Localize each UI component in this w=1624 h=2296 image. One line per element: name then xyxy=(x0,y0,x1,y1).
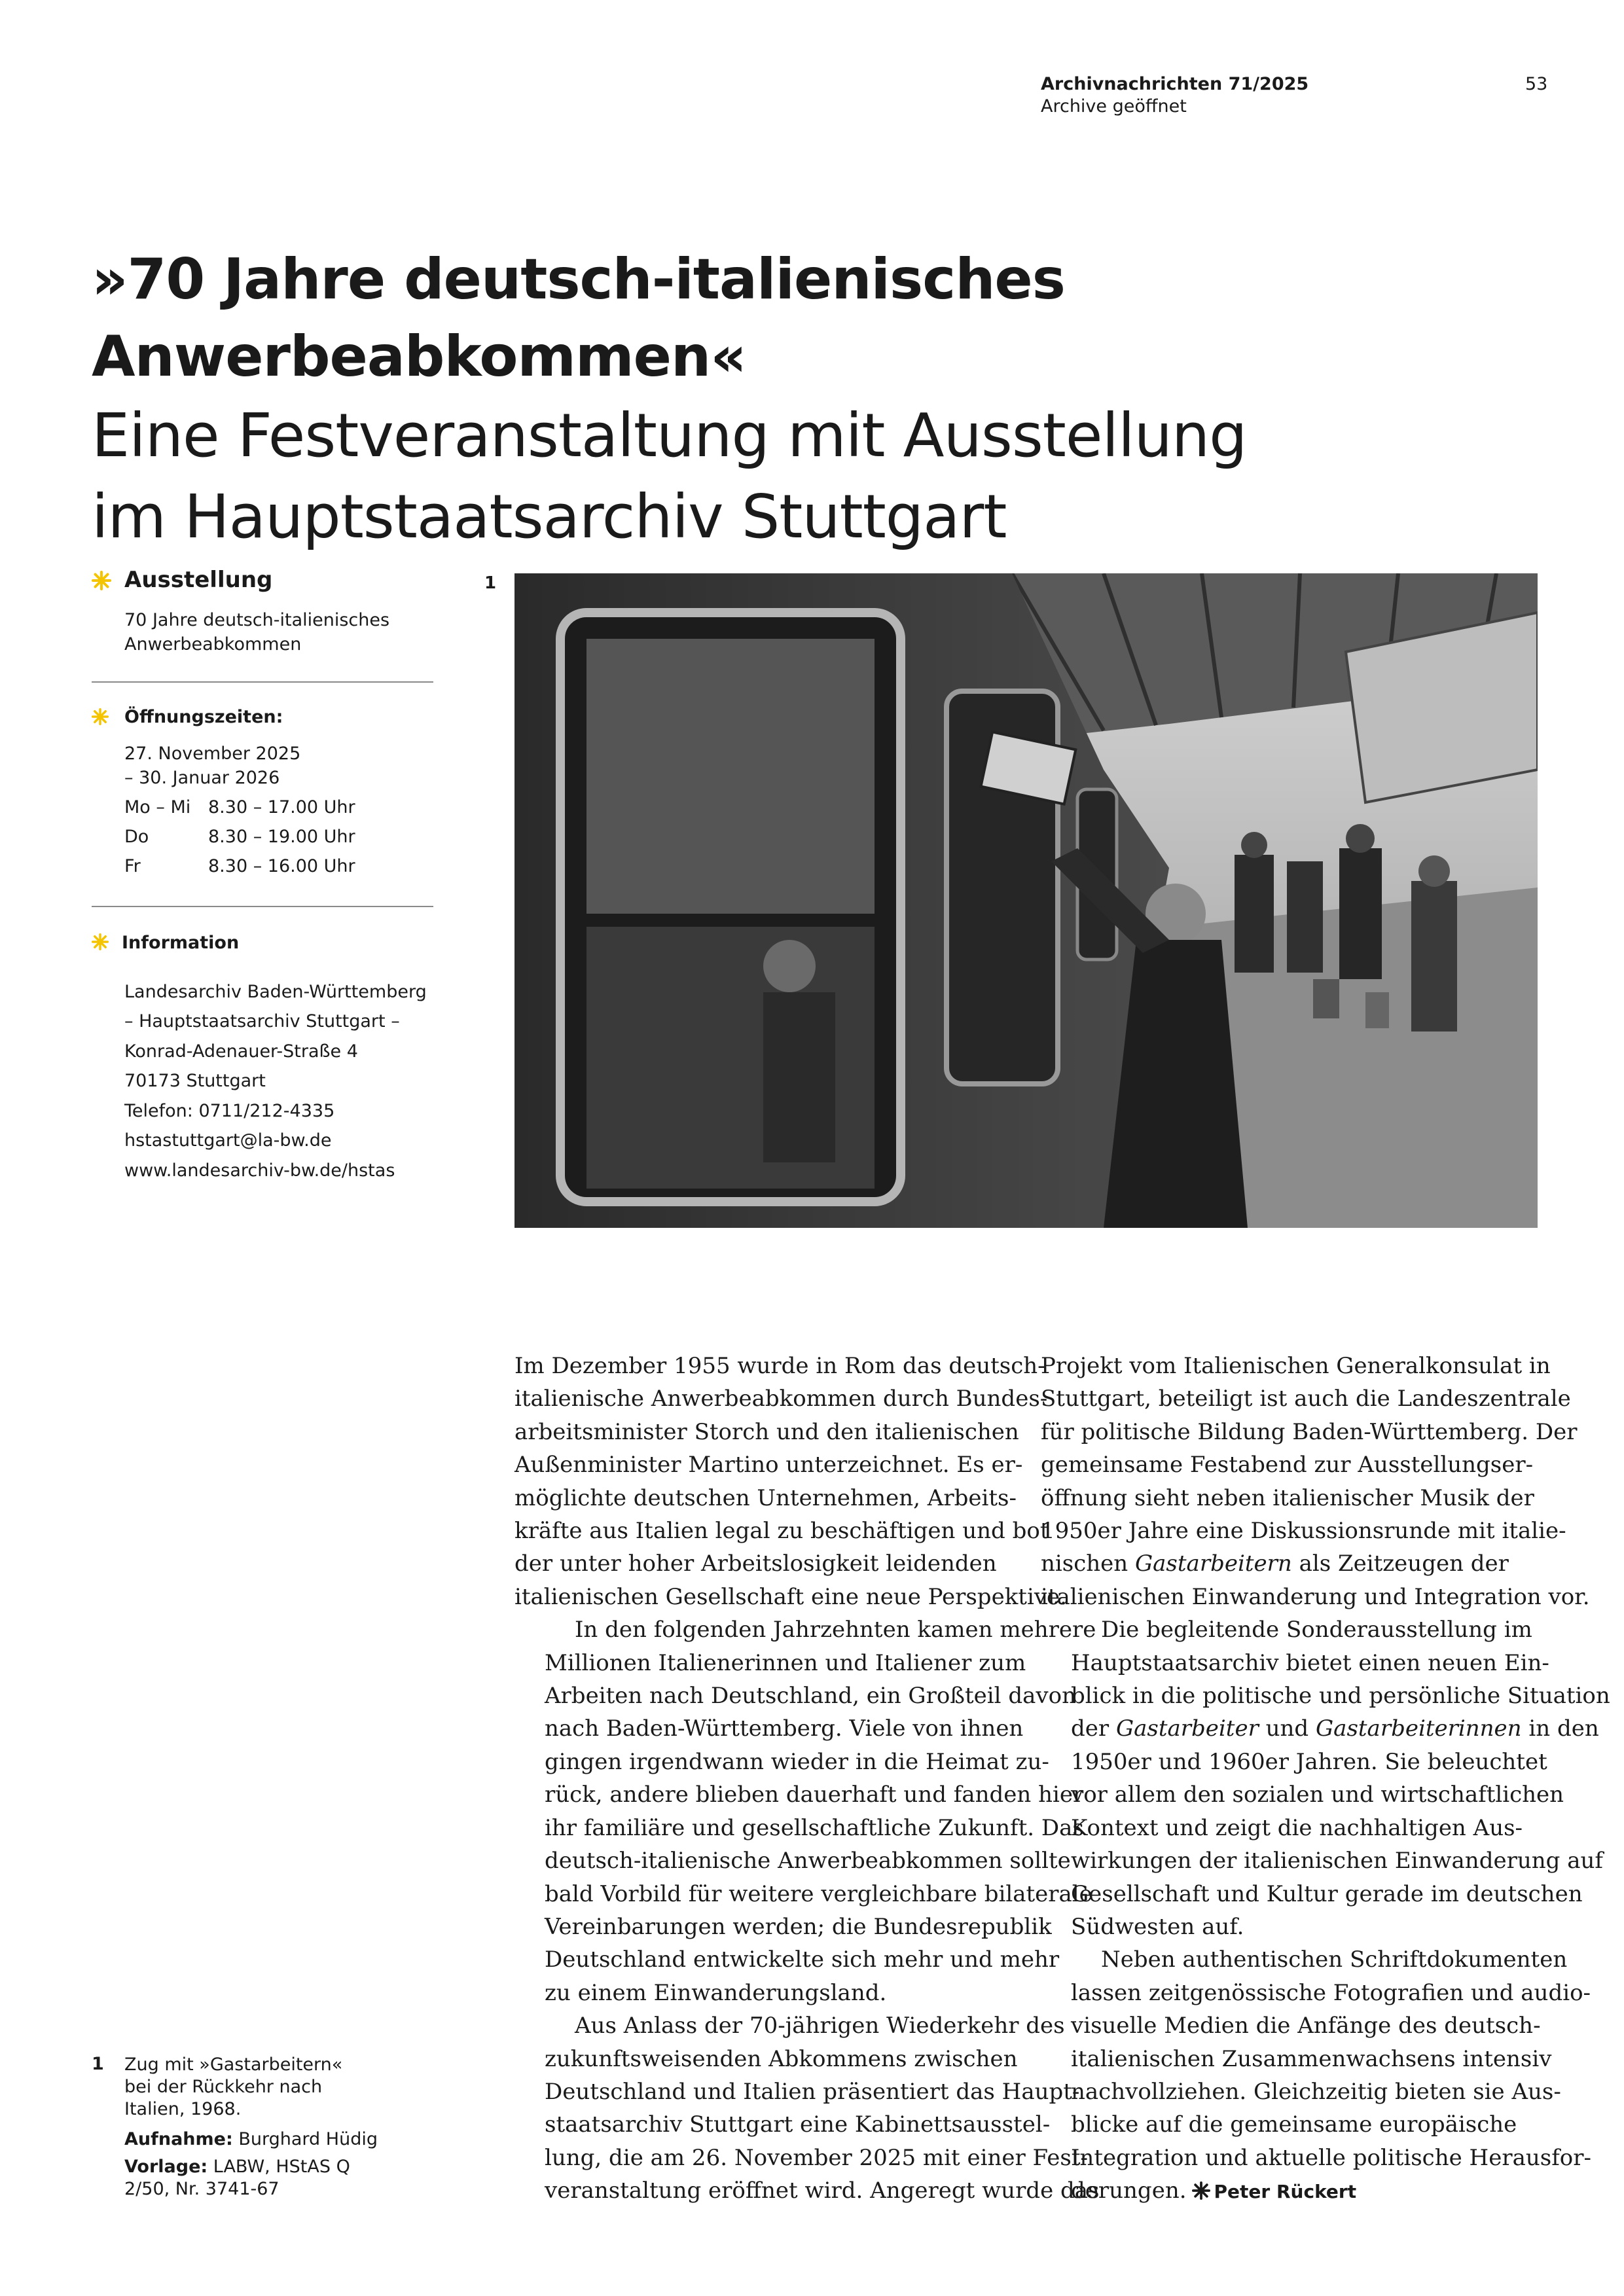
text-line: wirkungen der italienischen Einwanderung auf xyxy=(1071,1848,1603,1874)
text-run: als Zeitzeugen der xyxy=(1291,1551,1509,1577)
star-icon xyxy=(92,708,109,725)
text-line: Deutschland und Italien präsentiert das Haupt- xyxy=(545,2078,1080,2105)
email-link[interactable]: hstastuttgart@la-bw.de xyxy=(124,1130,332,1151)
text-line: Gesellschaft und Kultur gerade im deutschen xyxy=(1071,1880,1583,1907)
text-line: zu einem Einwanderungsland. xyxy=(545,1979,887,2006)
article-column-2 xyxy=(1041,1350,1610,2209)
subtitle-line-2: im Hauptstaatsarchiv Stuttgart xyxy=(92,482,1007,552)
paragraph xyxy=(1041,1943,1591,2208)
hours-time: 8.30 – 17.00 Uhr xyxy=(208,797,355,817)
text-line: italienischen Zusammenwachsens intensiv xyxy=(1071,2045,1552,2072)
text-line: nach Baden-Württemberg. Viele von ihnen xyxy=(545,1715,1024,1742)
hours-day: Mo – Mi xyxy=(124,797,191,817)
paragraph xyxy=(514,1613,1096,2009)
text-run: derungen. xyxy=(1071,2178,1187,2204)
text-line: Stuttgart, beteiligt ist auch die Landeszentrale xyxy=(1041,1386,1571,1412)
text-line: der unter hoher Arbeitslosigkeit leidenden xyxy=(514,1551,997,1577)
text-line: Kontext und zeigt die nachhaltigen Aus- xyxy=(1071,1814,1523,1841)
text-line: kräfte aus Italien legal zu beschäftigen und bot xyxy=(514,1518,1049,1545)
text-line: Im Dezember 1955 wurde in Rom das deutsch- xyxy=(514,1353,1045,1379)
text-line: bald Vorbild für weitere vergleichbare bilaterale xyxy=(545,1880,1092,1907)
address-line: Konrad-Adenauer-Straße 4 xyxy=(124,1041,358,1062)
website-link[interactable]: www.landesarchiv-bw.de/hstas xyxy=(124,1160,395,1181)
italic-term: Gastarbeiterinnen xyxy=(1316,1715,1522,1742)
article-title xyxy=(92,241,1532,558)
star-icon xyxy=(92,933,109,950)
text-line: blicke auf die gemeinsame europäische xyxy=(1071,2111,1517,2138)
phone-line: Telefon: 0711/212-4335 xyxy=(124,1101,335,1121)
text-line: Die begleitende Sonderausstellung im xyxy=(1101,1617,1532,1643)
caption-line: bei der Rückkehr nach xyxy=(124,2077,323,2097)
text-line: rück, andere blieben dauerhaft und fanden hier xyxy=(545,1782,1084,1808)
address-line: – Hauptstaatsarchiv Stuttgart – xyxy=(124,1011,400,1031)
text-line: ihr familiäre und gesellschaftliche Zukunft. Das xyxy=(545,1814,1084,1841)
author-star-icon xyxy=(1192,2181,1210,2200)
caption-line: Italien, 1968. xyxy=(124,2099,242,2119)
hours-day: Do xyxy=(124,827,149,847)
text-line: öffnung sieht neben italienischer Musik der xyxy=(1041,1484,1534,1511)
text-line: 1950er und 1960er Jahren. Sie beleuchtet xyxy=(1071,1748,1547,1775)
text-run: und xyxy=(1258,1715,1316,1742)
text-line: Millionen Italienerinnen und Italiener zum xyxy=(545,1649,1026,1676)
figure-number: 1 xyxy=(484,573,497,593)
text-line: deutsch-italienische Anwerbeabkommen sollte xyxy=(545,1848,1071,1874)
hours-time: 8.30 – 19.00 Uhr xyxy=(208,827,355,847)
text-run: nischen xyxy=(1041,1551,1135,1577)
hours-row xyxy=(124,797,355,817)
exhibition-heading: Ausstellung xyxy=(124,567,273,593)
divider xyxy=(92,681,433,683)
text-line: gemeinsame Festabend zur Ausstellungser- xyxy=(1041,1452,1534,1479)
italic-term: Gastarbeiter xyxy=(1115,1715,1259,1742)
text-line: visuelle Medien die Anfänge des deutsch- xyxy=(1071,2013,1541,2039)
archive-photo xyxy=(514,573,1538,1228)
star-icon xyxy=(92,571,111,590)
text-line: Integration und aktuelle politische Herausfor- xyxy=(1071,2144,1591,2171)
text-line: veranstaltung eröffnet wird. Angeregt wurde das xyxy=(545,2178,1100,2204)
text-line: italienische Anwerbeabkommen durch Bundes- xyxy=(514,1386,1048,1412)
text-line: gingen irgendwann wieder in die Heimat zu- xyxy=(545,1748,1049,1775)
text-line: Neben authentischen Schriftdokumenten xyxy=(1101,1946,1568,1973)
source-credit-line: LABW, HStAS Q xyxy=(213,2157,350,2177)
subtitle-line-1: Eine Festveranstaltung mit Ausstellung xyxy=(92,401,1247,471)
text-run: in den xyxy=(1521,1715,1599,1742)
text-line: 1950er Jahre eine Diskussionsrunde mit italie- xyxy=(1041,1518,1566,1545)
text-line: Außenminister Martino unterzeichnet. Es er- xyxy=(514,1452,1023,1479)
text-line: möglichte deutschen Unternehmen, Arbeits- xyxy=(514,1484,1017,1511)
address-line: Landesarchiv Baden-Württemberg xyxy=(124,982,427,1002)
date-range-line-2: – 30. Januar 2026 xyxy=(124,768,280,788)
title-line-1: »70 Jahre deutsch-italienisches xyxy=(92,247,1065,312)
text-line: Deutschland entwickelte sich mehr und mehr xyxy=(545,1946,1060,1973)
text-line xyxy=(1041,1547,1538,1580)
information-heading: Information xyxy=(122,933,240,953)
photo-credit-name: Burghard Hüdig xyxy=(238,2129,378,2149)
text-line: In den folgenden Jahrzehnten kamen mehrere xyxy=(575,1617,1096,1643)
hours-time: 8.30 – 16.00 Uhr xyxy=(208,856,355,876)
text-line: lassen zeitgenössische Fotografien und audio- xyxy=(1071,1979,1591,2006)
italic-term: Gastarbeitern xyxy=(1135,1551,1292,1577)
text-line: vor allem den sozialen und wirtschaftlichen xyxy=(1071,1782,1564,1808)
text-line: italienischen Gesellschaft eine neue Perspektive. xyxy=(514,1583,1067,1610)
publication-title: Archivnachrichten 71/2025 xyxy=(1041,74,1309,94)
exhibition-text-line-2: Anwerbeabkommen xyxy=(124,634,302,655)
caption-line: Zug mit »Gastarbeitern« xyxy=(124,2054,343,2075)
author-name: Peter Rückert xyxy=(1214,2181,1357,2203)
page-number: 53 xyxy=(1525,74,1548,94)
hours-row xyxy=(124,827,355,847)
text-run: der xyxy=(1071,1715,1116,1742)
text-line: für politische Bildung Baden-Württemberg. Der xyxy=(1041,1418,1578,1445)
text-line: Vereinbarungen werden; die Bundesrepublik xyxy=(545,1913,1052,1940)
paragraph xyxy=(514,1350,1067,1613)
source-credit xyxy=(124,2156,406,2178)
source-credit-line: 2/50, Nr. 3741-67 xyxy=(124,2179,280,2199)
paragraph xyxy=(1041,1613,1610,1943)
section-name: Archive geöffnet xyxy=(1041,96,1187,117)
text-line: arbeitsminister Storch und den italienischen xyxy=(514,1418,1019,1445)
photo-credit-label: Aufnahme: xyxy=(124,2129,233,2149)
hours-heading: Öffnungszeiten: xyxy=(124,707,283,727)
address-line: 70173 Stuttgart xyxy=(124,1071,266,1091)
article-column-1 xyxy=(514,1350,1100,2208)
text-line: nachvollziehen. Gleichzeitig bieten sie Aus- xyxy=(1071,2078,1561,2105)
exhibition-text-line-1: 70 Jahre deutsch-italienisches xyxy=(124,610,390,630)
text-line xyxy=(1041,1712,1599,1745)
hours-row xyxy=(124,856,355,876)
divider xyxy=(92,906,433,907)
text-line: Südwesten auf. xyxy=(1071,1913,1244,1940)
date-range-line-1: 27. November 2025 xyxy=(124,744,301,764)
caption-number: 1 xyxy=(92,2054,104,2074)
figure-caption xyxy=(124,2054,406,2200)
text-line: Projekt vom Italienischen Generalkonsulat in xyxy=(1041,1353,1551,1379)
photo-illustration xyxy=(514,573,1538,1228)
photo-credit xyxy=(124,2128,406,2151)
text-line: blick in die politische und persönliche Situation xyxy=(1071,1683,1610,1710)
text-line: lung, die am 26. November 2025 mit einer Fest- xyxy=(545,2144,1088,2171)
paragraph xyxy=(1041,1350,1590,1613)
source-credit-label: Vorlage: xyxy=(124,2157,208,2177)
text-line: Hauptstaatsarchiv bietet einen neuen Ein- xyxy=(1071,1649,1549,1676)
text-line: Arbeiten nach Deutschland, ein Großteil davon xyxy=(545,1683,1076,1710)
text-line xyxy=(1041,2174,1538,2208)
hours-day: Fr xyxy=(124,856,141,876)
text-line: italienischen Einwanderung und Integration vor. xyxy=(1041,1583,1590,1610)
paragraph xyxy=(514,2009,1100,2207)
text-line: staatsarchiv Stuttgart eine Kabinettsausstel- xyxy=(545,2111,1051,2138)
text-line: zukunftsweisenden Abkommens zwischen xyxy=(545,2045,1018,2072)
title-line-2: Anwerbeabkommen« xyxy=(92,324,746,389)
text-line: Aus Anlass der 70-jährigen Wiederkehr des xyxy=(575,2013,1065,2039)
